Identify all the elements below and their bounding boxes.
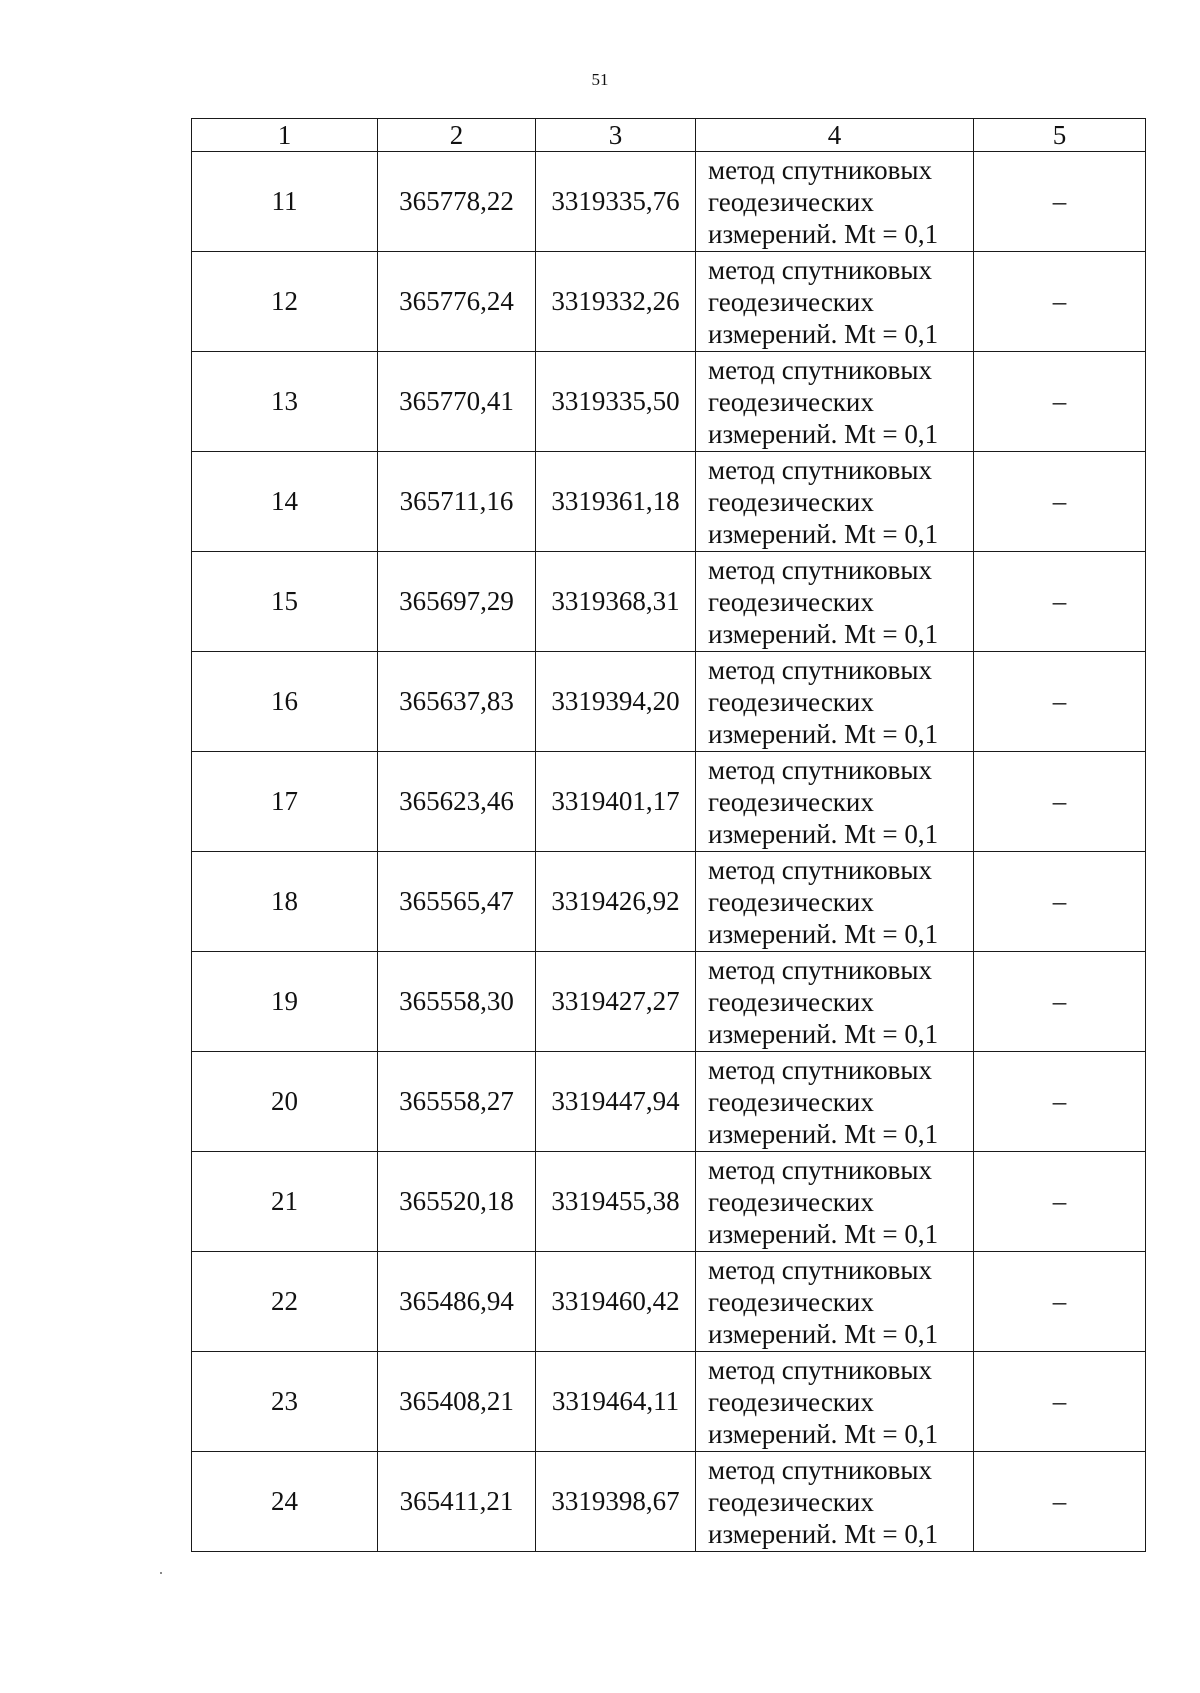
method-line-1: метод спутниковых	[708, 454, 932, 485]
point-number-cell: 24	[192, 1452, 378, 1552]
x-coordinate-cell: 365411,21	[378, 1452, 536, 1552]
column-header-4: 4	[696, 119, 974, 152]
y-coordinate-cell: 3319332,26	[536, 252, 696, 352]
method-line-3: измерений. Mt = 0,1	[708, 618, 939, 649]
note-cell: –	[974, 652, 1146, 752]
method-line-1: метод спутниковых	[708, 654, 932, 685]
point-number-cell: 22	[192, 1252, 378, 1352]
method-line-1: метод спутниковых	[708, 954, 932, 985]
point-number-cell: 20	[192, 1052, 378, 1152]
method-line-2: геодезических	[708, 986, 874, 1017]
x-coordinate-cell: 365565,47	[378, 852, 536, 952]
method-line-3: измерений. Mt = 0,1	[708, 418, 939, 449]
point-number-cell: 11	[192, 152, 378, 252]
table-body	[192, 152, 1146, 1552]
header-row	[192, 119, 1146, 152]
x-coordinate-cell: 365637,83	[378, 652, 536, 752]
method-cell	[696, 1452, 974, 1552]
note-cell: –	[974, 1052, 1146, 1152]
point-number-cell: 19	[192, 952, 378, 1052]
note-cell: –	[974, 1152, 1146, 1252]
x-coordinate-cell: 365408,21	[378, 1352, 536, 1452]
x-coordinate-cell: 365776,24	[378, 252, 536, 352]
y-coordinate-cell: 3319401,17	[536, 752, 696, 852]
note-cell: –	[974, 752, 1146, 852]
point-number-cell: 16	[192, 652, 378, 752]
y-coordinate-cell: 3319464,11	[536, 1352, 696, 1452]
note-cell: –	[974, 252, 1146, 352]
note-cell: –	[974, 452, 1146, 552]
method-line-1: метод спутниковых	[708, 1354, 932, 1385]
note-cell: –	[974, 1352, 1146, 1452]
coordinates-table	[191, 118, 1146, 1552]
x-coordinate-cell: 365486,94	[378, 1252, 536, 1352]
method-line-2: геодезических	[708, 1286, 874, 1317]
method-line-2: геодезических	[708, 586, 874, 617]
method-line-1: метод спутниковых	[708, 354, 932, 385]
y-coordinate-cell: 3319455,38	[536, 1152, 696, 1252]
column-header-2: 2	[378, 119, 536, 152]
y-coordinate-cell: 3319335,50	[536, 352, 696, 452]
method-line-3: измерений. Mt = 0,1	[708, 518, 939, 549]
table-row	[192, 752, 1146, 852]
method-line-3: измерений. Mt = 0,1	[708, 818, 939, 849]
method-line-2: геодезических	[708, 1486, 874, 1517]
point-number-cell: 18	[192, 852, 378, 952]
note-cell: –	[974, 1452, 1146, 1552]
method-cell	[696, 352, 974, 452]
method-line-1: метод спутниковых	[708, 254, 932, 285]
method-line-2: геодезических	[708, 486, 874, 517]
method-line-3: измерений. Mt = 0,1	[708, 918, 939, 949]
y-coordinate-cell: 3319398,67	[536, 1452, 696, 1552]
y-coordinate-cell: 3319361,18	[536, 452, 696, 552]
method-line-2: геодезических	[708, 1086, 874, 1117]
method-cell	[696, 252, 974, 352]
x-coordinate-cell: 365623,46	[378, 752, 536, 852]
method-line-3: измерений. Mt = 0,1	[708, 1518, 939, 1549]
table-row	[192, 1052, 1146, 1152]
method-line-3: измерений. Mt = 0,1	[708, 318, 939, 349]
x-coordinate-cell: 365558,27	[378, 1052, 536, 1152]
method-cell	[696, 1152, 974, 1252]
point-number-cell: 15	[192, 552, 378, 652]
method-line-3: измерений. Mt = 0,1	[708, 1318, 939, 1349]
point-number-cell: 13	[192, 352, 378, 452]
method-cell	[696, 452, 974, 552]
method-cell	[696, 552, 974, 652]
method-line-3: измерений. Mt = 0,1	[708, 1418, 939, 1449]
y-coordinate-cell: 3319427,27	[536, 952, 696, 1052]
x-coordinate-cell: 365697,29	[378, 552, 536, 652]
method-line-3: измерений. Mt = 0,1	[708, 1018, 939, 1049]
table-row	[192, 1452, 1146, 1552]
method-line-1: метод спутниковых	[708, 1054, 932, 1085]
method-cell	[696, 752, 974, 852]
column-header-3: 3	[536, 119, 696, 152]
method-line-1: метод спутниковых	[708, 154, 932, 185]
point-number-cell: 17	[192, 752, 378, 852]
note-cell: –	[974, 852, 1146, 952]
note-cell: –	[974, 952, 1146, 1052]
table-row	[192, 152, 1146, 252]
method-cell	[696, 1052, 974, 1152]
method-cell	[696, 652, 974, 752]
page-number: 51	[591, 70, 609, 89]
table-row	[192, 1152, 1146, 1252]
y-coordinate-cell: 3319460,42	[536, 1252, 696, 1352]
x-coordinate-cell: 365558,30	[378, 952, 536, 1052]
column-header-1: 1	[192, 119, 378, 152]
point-number-cell: 21	[192, 1152, 378, 1252]
method-line-3: измерений. Mt = 0,1	[708, 718, 939, 749]
method-line-1: метод спутниковых	[708, 754, 932, 785]
y-coordinate-cell: 3319335,76	[536, 152, 696, 252]
point-number-cell: 14	[192, 452, 378, 552]
method-line-2: геодезических	[708, 886, 874, 917]
y-coordinate-cell: 3319426,92	[536, 852, 696, 952]
method-line-2: геодезических	[708, 1186, 874, 1217]
x-coordinate-cell: 365711,16	[378, 452, 536, 552]
table-row	[192, 1352, 1146, 1452]
table-row	[192, 852, 1146, 952]
method-cell	[696, 852, 974, 952]
method-line-2: геодезических	[708, 1386, 874, 1417]
method-cell	[696, 152, 974, 252]
scan-speck	[160, 1572, 162, 1574]
x-coordinate-cell: 365770,41	[378, 352, 536, 452]
method-line-3: измерений. Mt = 0,1	[708, 1218, 939, 1249]
method-line-1: метод спутниковых	[708, 854, 932, 885]
point-number-cell: 12	[192, 252, 378, 352]
method-line-1: метод спутниковых	[708, 554, 932, 585]
method-line-1: метод спутниковых	[708, 1454, 932, 1485]
y-coordinate-cell: 3319447,94	[536, 1052, 696, 1152]
x-coordinate-cell: 365520,18	[378, 1152, 536, 1252]
note-cell: –	[974, 152, 1146, 252]
method-line-2: геодезических	[708, 686, 874, 717]
method-line-1: метод спутниковых	[708, 1254, 932, 1285]
table-row	[192, 552, 1146, 652]
table-row	[192, 1252, 1146, 1352]
table-row	[192, 452, 1146, 552]
method-line-3: измерений. Mt = 0,1	[708, 218, 939, 249]
method-cell	[696, 952, 974, 1052]
note-cell: –	[974, 552, 1146, 652]
y-coordinate-cell: 3319368,31	[536, 552, 696, 652]
note-cell: –	[974, 1252, 1146, 1352]
method-line-3: измерений. Mt = 0,1	[708, 1118, 939, 1149]
method-line-2: геодезических	[708, 186, 874, 217]
method-line-1: метод спутниковых	[708, 1154, 932, 1185]
method-cell	[696, 1352, 974, 1452]
method-line-2: геодезических	[708, 386, 874, 417]
table-row	[192, 652, 1146, 752]
table-row	[192, 252, 1146, 352]
method-cell	[696, 1252, 974, 1352]
method-line-2: геодезических	[708, 786, 874, 817]
y-coordinate-cell: 3319394,20	[536, 652, 696, 752]
table-row	[192, 952, 1146, 1052]
method-line-2: геодезических	[708, 286, 874, 317]
column-header-5: 5	[974, 119, 1146, 152]
point-number-cell: 23	[192, 1352, 378, 1452]
table-row	[192, 352, 1146, 452]
x-coordinate-cell: 365778,22	[378, 152, 536, 252]
note-cell: –	[974, 352, 1146, 452]
table-header	[192, 119, 1146, 152]
